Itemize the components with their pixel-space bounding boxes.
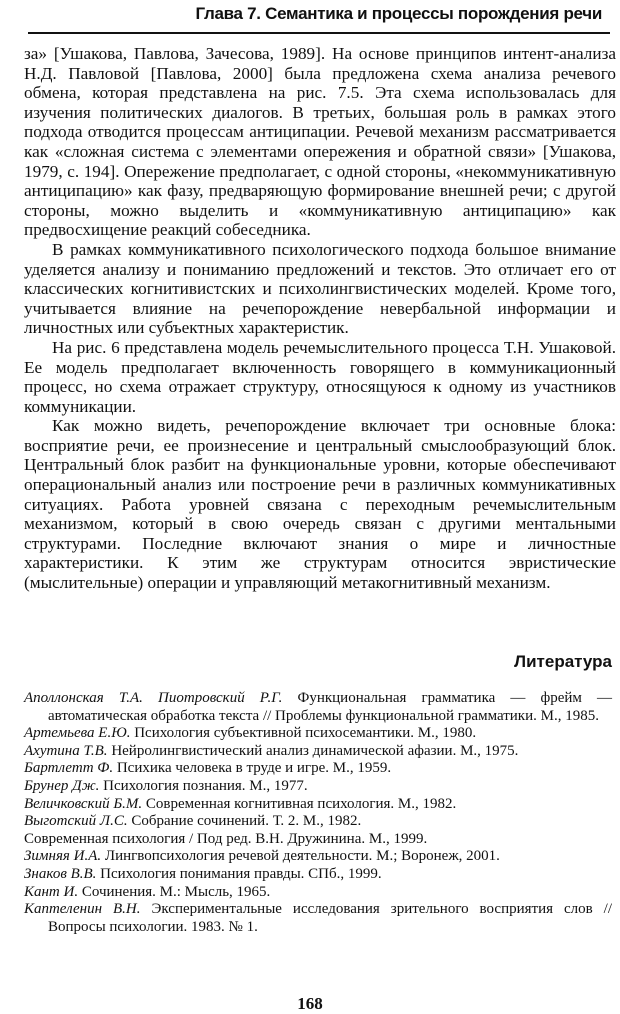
- body-text: [24, 44, 616, 593]
- reference-item: [24, 725, 612, 743]
- reference-author: Бартлетт Ф.: [24, 760, 114, 777]
- reference-item: [24, 690, 612, 725]
- reference-text: Психология познания. М., 1977.: [99, 777, 308, 794]
- reference-text: Лингвопсихология речевой деятельности. М.; Воронеж, 2001.: [101, 848, 500, 865]
- reference-author: Брунер Дж.: [24, 777, 100, 794]
- reference-item: [24, 831, 612, 849]
- reference-author: Зимняя И.А.: [24, 848, 102, 865]
- reference-text: Экспериментальные исследования зрительного восприятия слов // Вопросы психологии. 1983. № 1.: [48, 901, 613, 935]
- paragraph: На рис. 6 представлена модель речемыслительного процесса Т.Н. Ушаковой. Ее модель предполагает включенность говорящего в коммуникационный процесс, но схема отражает структуру, относящуюся к одному из участников коммуникации.: [24, 337, 616, 416]
- reference-list: [24, 690, 612, 936]
- reference-text: Психология субъективной психосемантики. М., 1980.: [130, 725, 477, 742]
- reference-author: Кант И.: [24, 883, 79, 900]
- paragraph: за» [Ушакова, Павлова, Зачесова, 1989]. На основе принципов интент-анализа Н.Д. Павловой [Павлова, 2000] была предложена схема анализа речевого обмена, которая представлена на рис. 7.5. Эта схема использовалась для изучения политических диалогов. В третьих, большая роль в рамках этого подхода отводится процессам антиципации. Речевой механизм рассматривается как «сложная система с элементами опережения и обратной связи» [Ушакова, 1979, с. 194]. Опережение предполагает, с одной стороны, «некоммуникативную антиципацию» как фазу, предваряющую формирование внешней речи; с другой стороны, можно выделить и «коммуникативную антиципацию» как предвосхищение реакций собеседника.: [24, 44, 616, 240]
- reference-author: Артемьева Е.Ю.: [24, 725, 131, 742]
- reference-item: [24, 743, 612, 761]
- reference-text: Нейролингвистический анализ динамической афазии. М., 1975.: [107, 742, 519, 759]
- reference-item: [24, 848, 612, 866]
- page-number: 168: [297, 994, 323, 1013]
- reference-item: [24, 796, 612, 814]
- reference-item: [24, 866, 612, 884]
- reference-author: Аполлонская Т.А. Пиотровский Р.Г.: [24, 690, 283, 706]
- reference-text: Современная психология / Под ред. В.Н. Дружинина. М., 1999.: [24, 830, 428, 847]
- reference-text: Функциональная грамматика — фрейм — автоматическая обработка текста // Проблемы функциональной грамматики. М., 1985.: [48, 690, 613, 724]
- reference-text: Современная когнитивная психология. М., 1982.: [142, 795, 457, 812]
- reference-item: [24, 760, 612, 778]
- header-rule: [28, 32, 610, 34]
- literature-heading: Литература: [514, 652, 612, 671]
- paragraph: В рамках коммуникативного психологического подхода большое внимание уделяется анализу и пониманию предложений и текстов. Это отличает его от классических когнитивистских и психолингвистических моделей. Кроме того, учитывается влияние на речепорождение невербальной информации и личностных или субъектных характеристик.: [24, 239, 616, 338]
- reference-author: Ахутина Т.В.: [24, 742, 108, 759]
- reference-item: [24, 813, 612, 831]
- reference-author: Знаков В.В.: [24, 865, 97, 882]
- reference-text: Сочинения. М.: Мысль, 1965.: [78, 883, 271, 900]
- running-header: [28, 0, 610, 36]
- chapter-title: Глава 7. Семантика и процессы порождения речи: [195, 4, 602, 23]
- reference-text: Собрание сочинений. Т. 2. М., 1982.: [127, 813, 362, 830]
- reference-text: Психика человека в труде и игре. М., 1959.: [113, 760, 392, 777]
- reference-item: [24, 884, 612, 902]
- paragraph: Как можно видеть, речепорождение включает три основные блока: восприятие речи, ее произнесение и центральный смыслообразующий блок. Центральный блок разбит на функциональные уровни, которые обеспечивают операциональный анализ или построение речи в различных коммуникативных ситуациях. Работа уровней связана с переходным речемыслительным механизмом, который в свою очередь связан с другими ментальными структурами. Последние включают знания о мире и личностные характеристики. К этим же структурам относится эвристические (мыслительные) операции и управляющий метакогнитивный механизм.: [24, 416, 616, 593]
- reference-item: [24, 778, 612, 796]
- reference-text: Психология понимания правды. СПб., 1999.: [96, 865, 382, 882]
- reference-item: [24, 901, 612, 936]
- reference-author: Каптеленин В.Н.: [24, 901, 141, 918]
- reference-author: Выготский Л.С.: [24, 813, 128, 830]
- reference-author: Величковский Б.М.: [24, 795, 143, 812]
